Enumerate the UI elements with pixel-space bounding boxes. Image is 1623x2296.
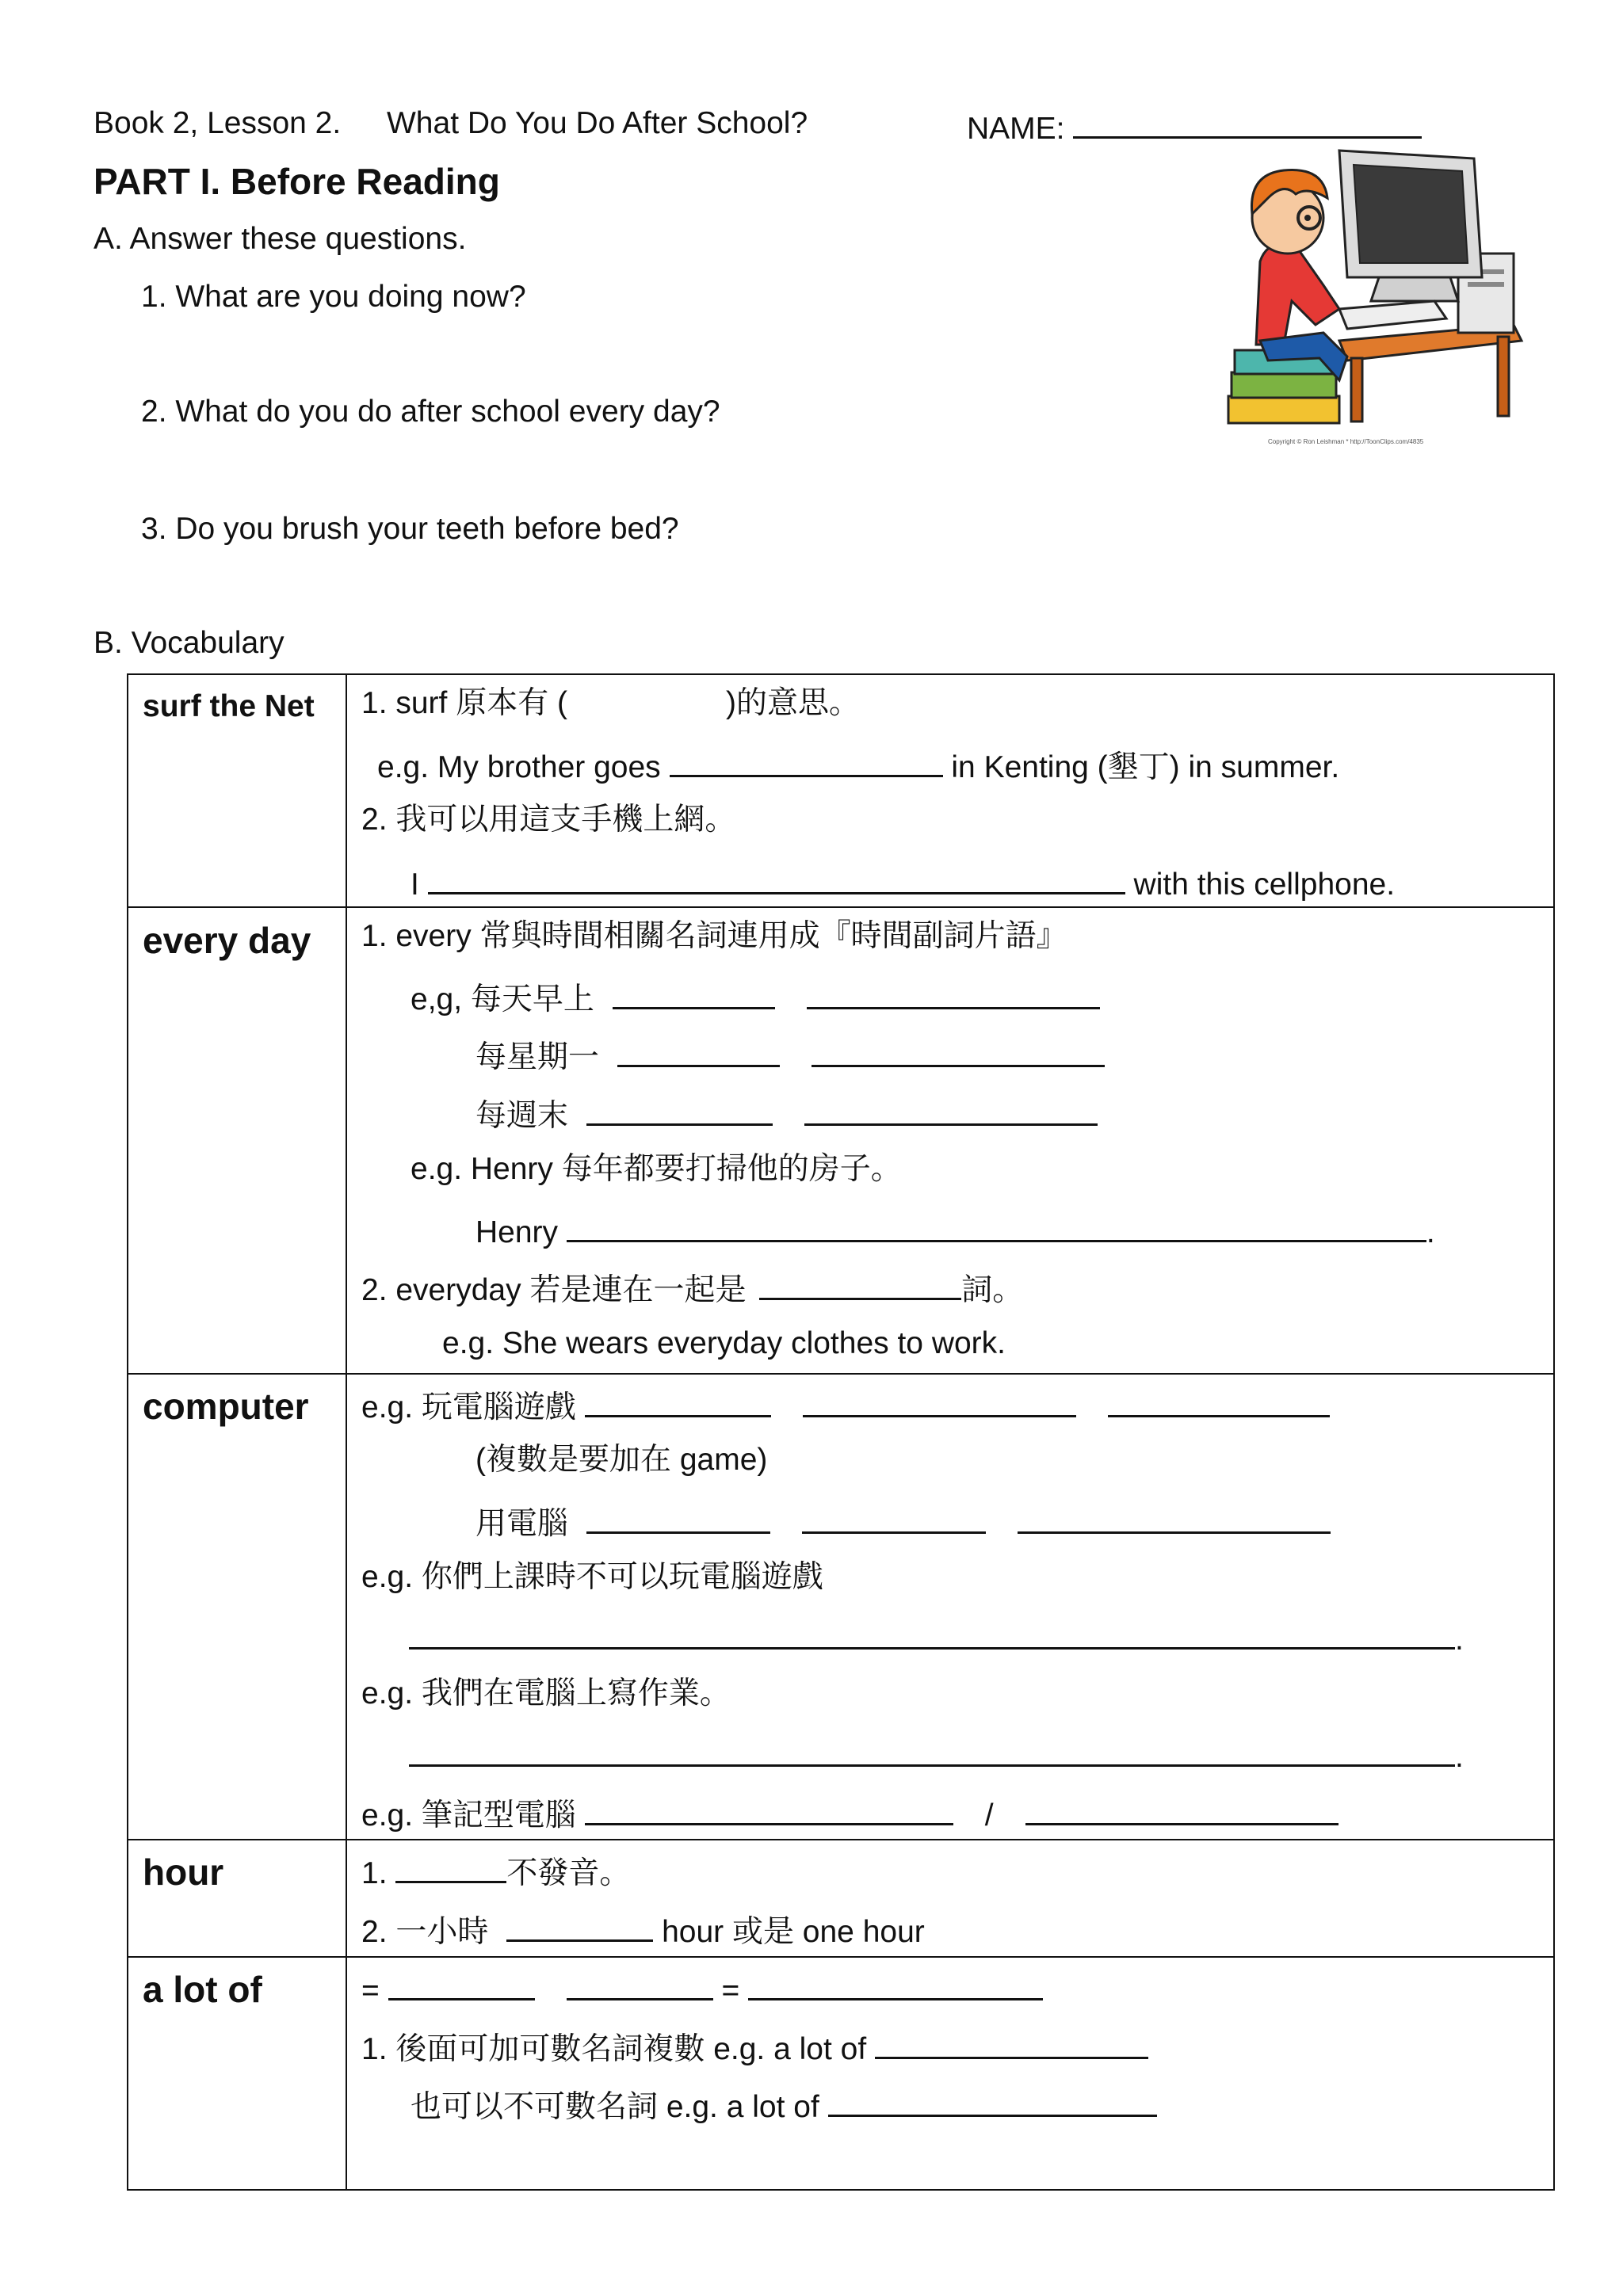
lesson-title: What Do You Do After School? (387, 106, 808, 140)
section-b-label: B. Vocabulary (94, 626, 285, 660)
table-row-divider (127, 1839, 1555, 1840)
computer-blank-2b[interactable] (802, 1503, 986, 1534)
computer-blank-5b[interactable] (1025, 1794, 1338, 1825)
table-border-top (127, 673, 1555, 675)
term-computer: computer (143, 1386, 309, 1427)
part1-heading: PART I. Before Reading (94, 161, 500, 202)
hour-blank-2[interactable] (506, 1911, 653, 1942)
computer-line-5: . (409, 1619, 1464, 1655)
everyday-blank-1a[interactable] (613, 978, 775, 1009)
everyday-blank-2b[interactable] (812, 1036, 1105, 1067)
computer-blank-3[interactable] (409, 1619, 1455, 1650)
everyday-blank-2a[interactable] (617, 1036, 780, 1067)
monitor-screen (1354, 165, 1468, 263)
alotof-line-3: 也可以不可數名詞 e.g. a lot of (411, 2086, 1157, 2122)
surf-line-2: e.g. My brother goes in Kenting (墾丁) in summer. (377, 746, 1339, 783)
lesson-label: Book 2, Lesson 2. (94, 106, 342, 140)
everyday-line-6: Henry . (475, 1211, 1435, 1248)
computer-line-2: (複數是要加在 game) (475, 1443, 768, 1477)
book-green (1232, 372, 1336, 398)
computer-line-1: e.g. 玩電腦遊戲 (361, 1386, 1330, 1423)
term-surf-the-net: surf the Net (143, 689, 315, 723)
alotof-blank-3[interactable] (828, 2086, 1157, 2117)
everyday-blank-3b[interactable] (804, 1095, 1098, 1126)
table-row-divider (127, 1373, 1555, 1375)
alotof-blank-1b[interactable] (567, 1970, 713, 2000)
name-label: NAME: (967, 112, 1065, 146)
desk-leg-right (1498, 337, 1509, 416)
question-1: 1. What are you doing now? (141, 280, 526, 314)
surf-line-1: 1. surf 原本有 ( )的意思。 (361, 686, 861, 720)
everyday-line-2: e,g, 每天早上 (411, 978, 1100, 1015)
alotof-line-1: = = (361, 1970, 1043, 2006)
kid-shirt (1256, 244, 1339, 345)
question-2: 2. What do you do after school every day? (141, 395, 720, 429)
everyday-line-7: 2. everyday 若是連在一起是 詞。 (361, 1269, 1023, 1306)
computer-line-8: e.g. 筆記型電腦 / (361, 1794, 1338, 1831)
everyday-blank-3a[interactable] (586, 1095, 773, 1126)
alotof-blank-1a[interactable] (388, 1970, 535, 2000)
table-column-divider (346, 673, 347, 2191)
kid-computer-illustration (1220, 143, 1537, 460)
desk-leg-left (1351, 358, 1362, 421)
computer-line-4: e.g. 你們上課時不可以玩電腦遊戲 (361, 1560, 823, 1594)
illustration-credit: Copyright © Ron Leishman * http://ToonClips.com/4835 (1268, 438, 1424, 445)
computer-blank-1a[interactable] (585, 1386, 771, 1417)
hour-line-2: 2. 一小時 hour 或是 one hour (361, 1911, 925, 1947)
alotof-line-2: 1. 後面可加可數名詞複數 e.g. a lot of (361, 2028, 1148, 2065)
keyboard (1339, 301, 1446, 329)
computer-blank-4[interactable] (409, 1736, 1455, 1767)
surf-line-4: I with this cellphone. (411, 864, 1395, 900)
everyday-blank-5[interactable] (759, 1269, 961, 1300)
question-3: 3. Do you brush your teeth before bed? (141, 512, 679, 546)
computer-line-7: . (409, 1736, 1464, 1772)
hour-blank-1[interactable] (395, 1852, 506, 1883)
everyday-line-8: e.g. She wears everyday clothes to work. (442, 1326, 1006, 1360)
table-border-left (127, 673, 128, 2191)
alotof-blank-2[interactable] (875, 2028, 1148, 2059)
everyday-line-5: e.g. Henry 每年都要打掃他的房子。 (411, 1152, 902, 1186)
everyday-blank-4[interactable] (567, 1211, 1426, 1242)
hour-line-1: 1. 不發音。 (361, 1852, 630, 1889)
book-yellow (1228, 396, 1339, 423)
table-row-divider (127, 1956, 1555, 1958)
computer-blank-5a[interactable] (585, 1794, 953, 1825)
term-every-day: every day (143, 920, 311, 961)
computer-blank-2c[interactable] (1018, 1503, 1331, 1534)
computer-blank-1c[interactable] (1108, 1386, 1330, 1417)
computer-blank-1b[interactable] (803, 1386, 1076, 1417)
name-field[interactable] (967, 108, 1422, 144)
everyday-line-1: 1. every 常與時間相關名詞連用成『時間副詞片語』 (361, 919, 1067, 953)
surf-line-3: 2. 我可以用這支手機上網。 (361, 803, 736, 837)
everyday-line-3: 每星期一 (475, 1036, 1105, 1073)
everyday-blank-1b[interactable] (807, 978, 1100, 1009)
term-a-lot-of: a lot of (143, 1969, 262, 2010)
surf-blank-1[interactable] (670, 746, 943, 777)
alotof-blank-1c[interactable] (748, 1970, 1043, 2000)
computer-line-6: e.g. 我們在電腦上寫作業。 (361, 1676, 731, 1711)
table-border-bottom (127, 2189, 1555, 2191)
table-row-divider (127, 906, 1555, 908)
computer-blank-2a[interactable] (586, 1503, 770, 1534)
term-hour: hour (143, 1852, 224, 1893)
computer-line-3: 用電腦 (475, 1503, 1331, 1539)
section-a-label: A. Answer these questions. (94, 222, 467, 256)
everyday-line-4: 每週末 (475, 1095, 1098, 1131)
table-border-right (1553, 673, 1555, 2191)
surf-blank-2[interactable] (428, 864, 1125, 894)
name-blank[interactable] (1073, 108, 1422, 139)
